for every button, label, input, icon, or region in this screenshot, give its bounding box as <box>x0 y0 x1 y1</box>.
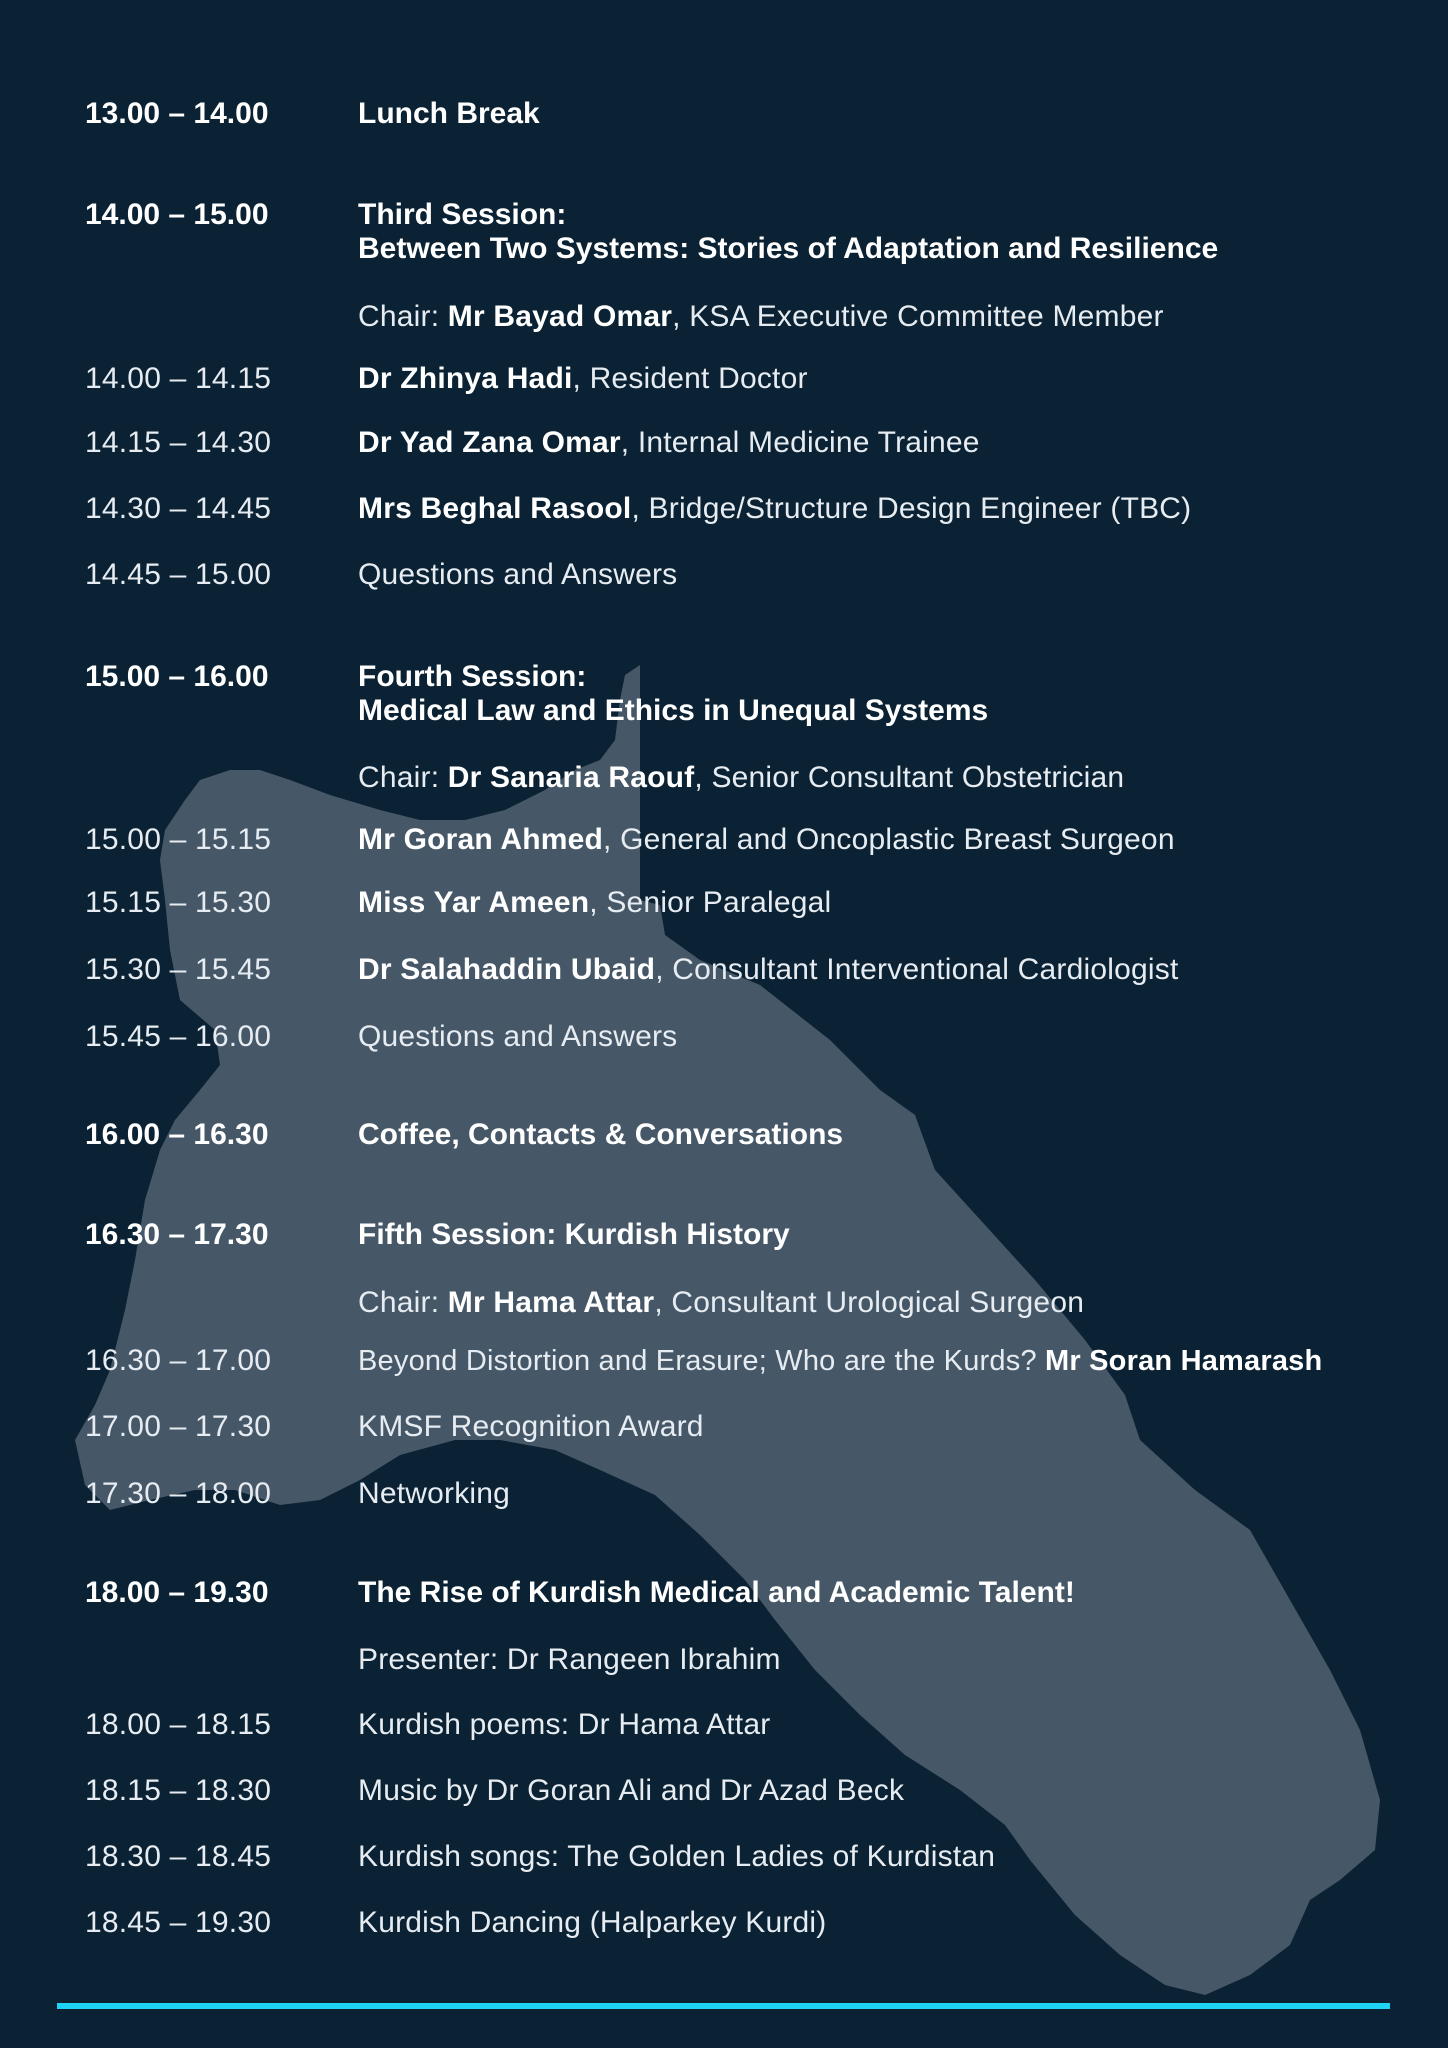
time-slot: 18.00 – 19.30 <box>85 1576 269 1609</box>
chair-prefix: Chair: <box>358 761 448 794</box>
schedule-row-speaker <box>0 953 1448 997</box>
schedule-row-speaker <box>0 426 1448 470</box>
chair-name: Mr Bayad Omar <box>447 300 673 333</box>
schedule-row-item <box>0 1906 1448 1950</box>
speaker-line <box>358 823 1175 857</box>
speaker-name: Mr Goran Ahmed <box>358 823 604 856</box>
time-slot: 14.45 – 15.00 <box>85 558 272 591</box>
item-text: Networking <box>358 1477 511 1510</box>
schedule-row-third-session <box>0 198 1448 278</box>
schedule-row-item <box>0 1410 1448 1454</box>
footer-divider <box>57 2003 1390 2009</box>
session-title <box>358 660 988 728</box>
chair-role: , Consultant Urological Surgeon <box>654 1286 1085 1319</box>
schedule-row-coffee <box>0 1118 1448 1162</box>
chair-name: Mr Hama Attar <box>447 1286 655 1319</box>
schedule-row-speaker <box>0 823 1448 867</box>
schedule-row-item <box>0 1840 1448 1884</box>
time-slot: 18.30 – 18.45 <box>85 1840 272 1873</box>
item-text: KMSF Recognition Award <box>358 1410 704 1443</box>
schedule-row-fifth-session <box>0 1218 1448 1262</box>
time-slot: 15.15 – 15.30 <box>85 886 272 919</box>
talk-line <box>358 1344 1322 1378</box>
schedule-row-lunch <box>0 97 1448 141</box>
speaker-role: , Consultant Interventional Cardiologist <box>655 953 1179 986</box>
session-title-line2: Between Two Systems: Stories of Adaptation and Resilience <box>358 232 1219 265</box>
chair-prefix: Chair: <box>358 300 448 333</box>
chair-name: Dr Sanaria Raouf <box>447 761 695 794</box>
schedule-row-speaker <box>0 886 1448 930</box>
chair-line <box>358 761 1124 795</box>
schedule-row-item <box>0 1708 1448 1752</box>
schedule-row-item <box>0 1774 1448 1818</box>
schedule-row-chair <box>0 761 1448 805</box>
speaker-role: , Senior Paralegal <box>589 886 832 919</box>
schedule-row-chair <box>0 300 1448 344</box>
time-slot: 14.00 – 14.15 <box>85 362 272 395</box>
time-slot: 14.15 – 14.30 <box>85 426 272 459</box>
time-slot: 17.30 – 18.00 <box>85 1477 272 1510</box>
speaker-line <box>358 492 1191 526</box>
speaker-line <box>358 426 980 460</box>
speaker-name: Mr Soran Hamarash <box>1045 1345 1323 1377</box>
schedule-row-fourth-session <box>0 660 1448 740</box>
session-title: Fifth Session: Kurdish History <box>358 1218 790 1251</box>
chair-prefix: Chair: <box>358 1286 448 1319</box>
time-slot: 14.30 – 14.45 <box>85 492 272 525</box>
time-slot: 15.00 – 16.00 <box>85 660 269 693</box>
session-title-line2: Medical Law and Ethics in Unequal Systems <box>358 694 989 727</box>
chair-role: , KSA Executive Committee Member <box>672 300 1164 333</box>
schedule-row-talk <box>0 1344 1448 1388</box>
time-slot: 16.30 – 17.00 <box>85 1344 272 1377</box>
speaker-line <box>358 953 1178 987</box>
schedule-row-chair <box>0 1286 1448 1330</box>
talk-title: Beyond Distortion and Erasure; Who are the Kurds? <box>358 1345 1046 1377</box>
time-slot: 15.30 – 15.45 <box>85 953 272 986</box>
speaker-line <box>358 362 808 396</box>
chair-line <box>358 1286 1084 1320</box>
session-title-line1: Fourth Session: <box>358 660 587 693</box>
chair-role: , Senior Consultant Obstetrician <box>694 761 1125 794</box>
chair-line <box>358 300 1164 334</box>
schedule-row-qa <box>0 1020 1448 1064</box>
schedule-row-talent-session <box>0 1576 1448 1620</box>
speaker-name: Miss Yar Ameen <box>358 886 590 919</box>
speaker-name: Dr Salahaddin Ubaid <box>358 953 656 986</box>
speaker-name: Dr Yad Zana Omar <box>358 426 621 459</box>
time-slot: 16.00 – 16.30 <box>85 1118 269 1151</box>
time-slot: 16.30 – 17.30 <box>85 1218 269 1251</box>
schedule-row-item <box>0 1477 1448 1521</box>
speaker-role: , Internal Medicine Trainee <box>620 426 980 459</box>
speaker-name: Mrs Beghal Rasool <box>358 492 632 525</box>
schedule-row-speaker <box>0 492 1448 536</box>
time-slot: 15.45 – 16.00 <box>85 1020 272 1053</box>
item-text: Kurdish songs: The Golden Ladies of Kurdistan <box>358 1840 996 1873</box>
time-slot: 14.00 – 15.00 <box>85 198 269 231</box>
time-slot: 18.00 – 18.15 <box>85 1708 272 1741</box>
session-title-line1: Third Session: <box>358 198 567 231</box>
speaker-role: , Resident Doctor <box>572 362 808 395</box>
schedule-row-qa <box>0 558 1448 602</box>
item-text: Music by Dr Goran Ali and Dr Azad Beck <box>358 1774 905 1807</box>
time-slot: 15.00 – 15.15 <box>85 823 272 856</box>
time-slot: 18.45 – 19.30 <box>85 1906 272 1939</box>
schedule-row-presenter <box>0 1643 1448 1687</box>
speaker-name: Dr Zhinya Hadi <box>358 362 573 395</box>
session-title: Coffee, Contacts & Conversations <box>358 1118 844 1151</box>
item-text: Questions and Answers <box>358 1020 678 1053</box>
schedule-row-speaker <box>0 362 1448 406</box>
session-title <box>358 198 1218 266</box>
time-slot: 17.00 – 17.30 <box>85 1410 272 1443</box>
presenter-line: Presenter: Dr Rangeen Ibrahim <box>358 1643 781 1676</box>
time-slot: 18.15 – 18.30 <box>85 1774 272 1807</box>
item-text: Questions and Answers <box>358 558 678 591</box>
session-title: The Rise of Kurdish Medical and Academic Talent! <box>358 1576 1075 1609</box>
item-text: Kurdish poems: Dr Hama Attar <box>358 1708 771 1741</box>
time-slot: 13.00 – 14.00 <box>85 97 269 130</box>
speaker-role: , General and Oncoplastic Breast Surgeon <box>603 823 1175 856</box>
speaker-role: , Bridge/Structure Design Engineer (TBC) <box>631 492 1192 525</box>
item-text: Kurdish Dancing (Halparkey Kurdi) <box>358 1906 827 1939</box>
speaker-line <box>358 886 831 920</box>
session-title: Lunch Break <box>358 97 540 130</box>
